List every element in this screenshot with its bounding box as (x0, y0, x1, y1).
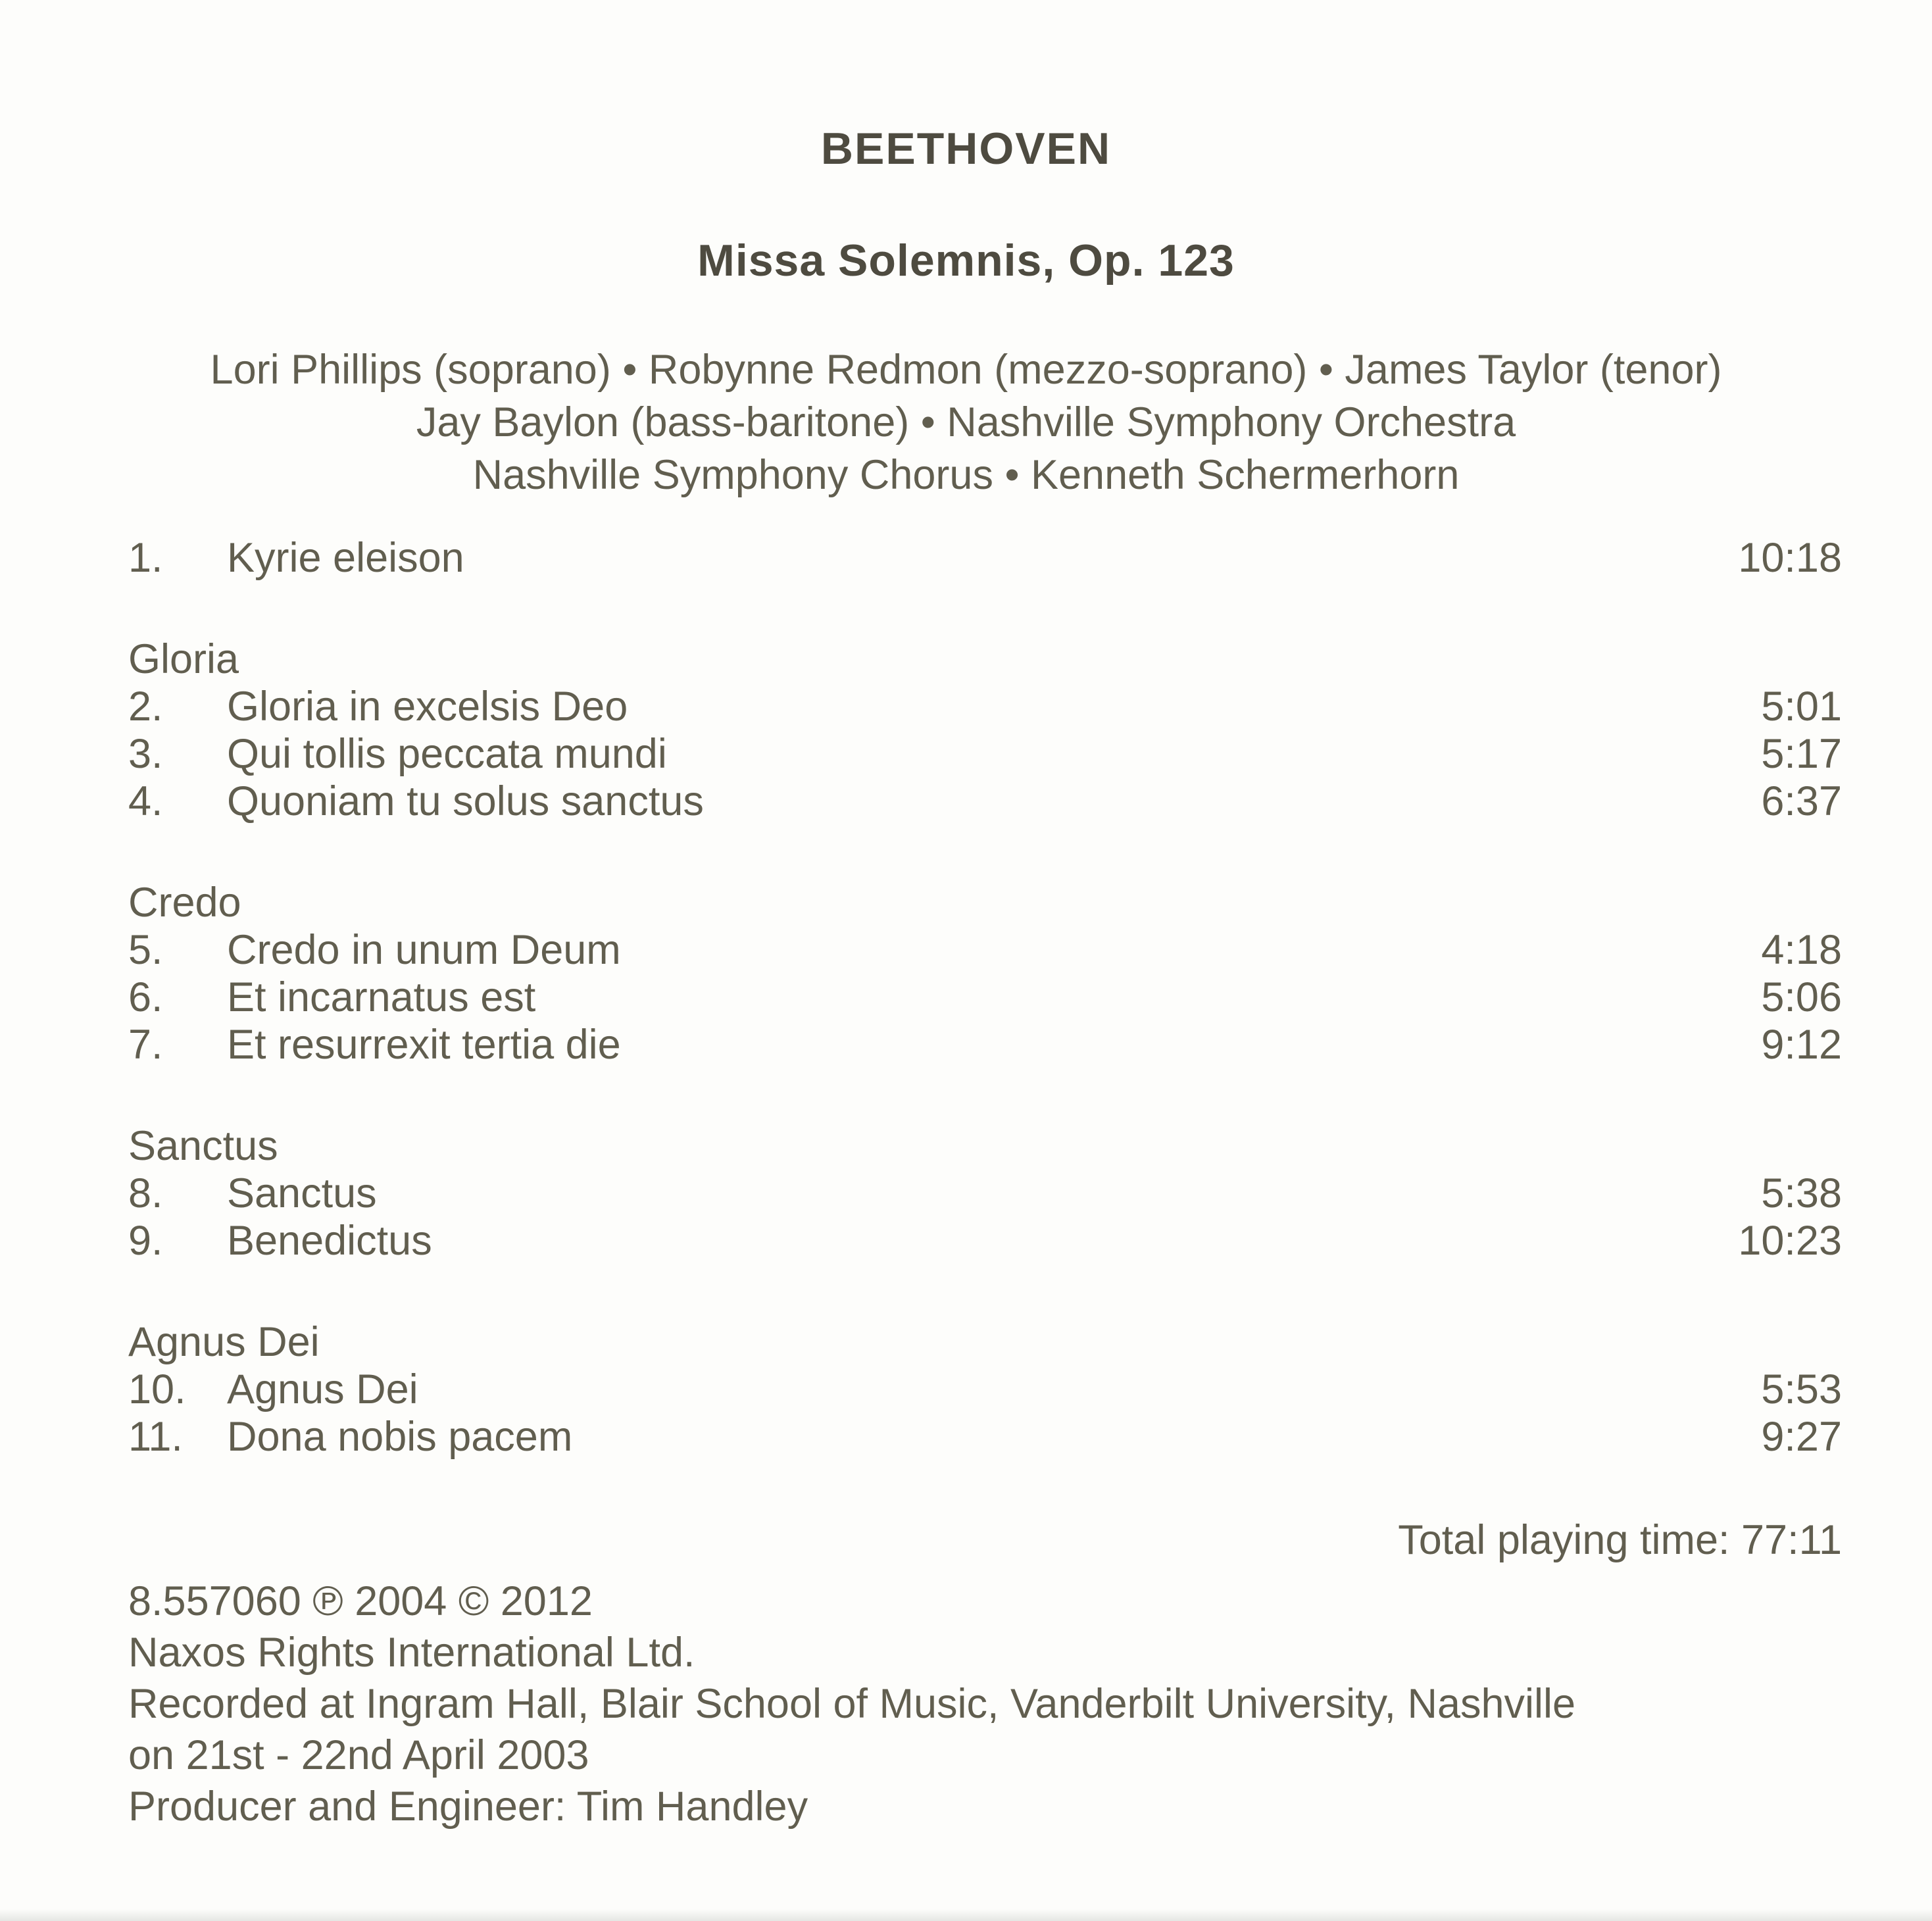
section-header-sanctus: Sanctus (128, 1123, 278, 1169)
track-number: 3. (128, 731, 163, 777)
track-time: 9:12 (1761, 1022, 1842, 1068)
track-row (128, 1366, 1842, 1413)
producer-engineer-line: Producer and Engineer: Tim Handley (128, 1784, 808, 1830)
track-time: 9:27 (1761, 1414, 1842, 1460)
track-title: Qui tollis peccata mundi (227, 731, 667, 777)
track-title: Sanctus (227, 1170, 377, 1216)
track-time: 5:01 (1761, 684, 1842, 730)
track-time: 5:06 (1761, 974, 1842, 1020)
track-number: 5. (128, 927, 163, 973)
total-playing-time: Total playing time: 77:11 (1398, 1517, 1842, 1563)
performers-line-3: Nashville Symphony Chorus • Kenneth Schermerhorn (472, 452, 1460, 498)
track-title: Et incarnatus est (227, 974, 536, 1020)
track-row (128, 1170, 1842, 1217)
track-row (128, 683, 1842, 730)
track-number: 9. (128, 1218, 163, 1264)
composer-title: BEETHOVEN (820, 124, 1112, 174)
track-row (128, 974, 1842, 1021)
track-number: 1. (128, 535, 163, 581)
track-number: 11. (128, 1414, 183, 1460)
track-number: 2. (128, 684, 163, 730)
track-row (128, 1217, 1842, 1264)
track-row (128, 926, 1842, 974)
track-title: Credo in unum Deum (227, 927, 621, 973)
credits-block (128, 1576, 1891, 1832)
track-number: 10. (128, 1366, 186, 1412)
track-row (128, 778, 1842, 825)
track-title: Kyrie eleison (227, 535, 464, 581)
track-time: 5:17 (1761, 731, 1842, 777)
track-title: Gloria in excelsis Deo (227, 684, 628, 730)
track-time: 5:38 (1761, 1170, 1842, 1216)
track-time: 5:53 (1761, 1366, 1842, 1412)
track-time: 6:37 (1761, 778, 1842, 824)
scan-bottom-edge-shadow (0, 1909, 1932, 1921)
work-title: Missa Solemnis, Op. 123 (697, 236, 1235, 286)
track-title: Quoniam tu solus sanctus (227, 778, 704, 824)
rights-holder-line: Naxos Rights International Ltd. (128, 1630, 695, 1676)
track-row (128, 534, 1842, 582)
track-title: Agnus Dei (227, 1366, 418, 1412)
recording-location-line: Recorded at Ingram Hall, Blair School of Music, Vanderbilt University, Nashville (128, 1681, 1576, 1727)
track-number: 8. (128, 1170, 163, 1216)
section-header-gloria: Gloria (128, 636, 239, 682)
performers-line-2: Jay Baylon (bass-baritone) • Nashville Symphony Orchestra (416, 399, 1516, 445)
track-time: 10:18 (1738, 535, 1842, 581)
track-number: 4. (128, 778, 163, 824)
track-title: Dona nobis pacem (227, 1414, 573, 1460)
track-title: Benedictus (227, 1218, 432, 1264)
performers-block (0, 343, 1932, 501)
track-number: 7. (128, 1022, 163, 1068)
tracklist (128, 534, 1842, 1460)
track-row (128, 730, 1842, 778)
track-number: 6. (128, 974, 163, 1020)
track-time: 10:23 (1738, 1218, 1842, 1264)
section-header-credo: Credo (128, 880, 241, 926)
track-title: Et resurrexit tertia die (227, 1022, 621, 1068)
catalog-copyright-line: 8.557060 ℗ 2004 © 2012 (128, 1578, 593, 1624)
section-header-agnus-dei: Agnus Dei (128, 1319, 320, 1365)
track-time: 4:18 (1761, 927, 1842, 973)
performers-line-1: Lori Phillips (soprano) • Robynne Redmon (mezzo-soprano) • James Taylor (tenor) (210, 347, 1722, 393)
track-row (128, 1413, 1842, 1460)
track-row (128, 1021, 1842, 1068)
recording-date-line: on 21st - 22nd April 2003 (128, 1732, 589, 1778)
